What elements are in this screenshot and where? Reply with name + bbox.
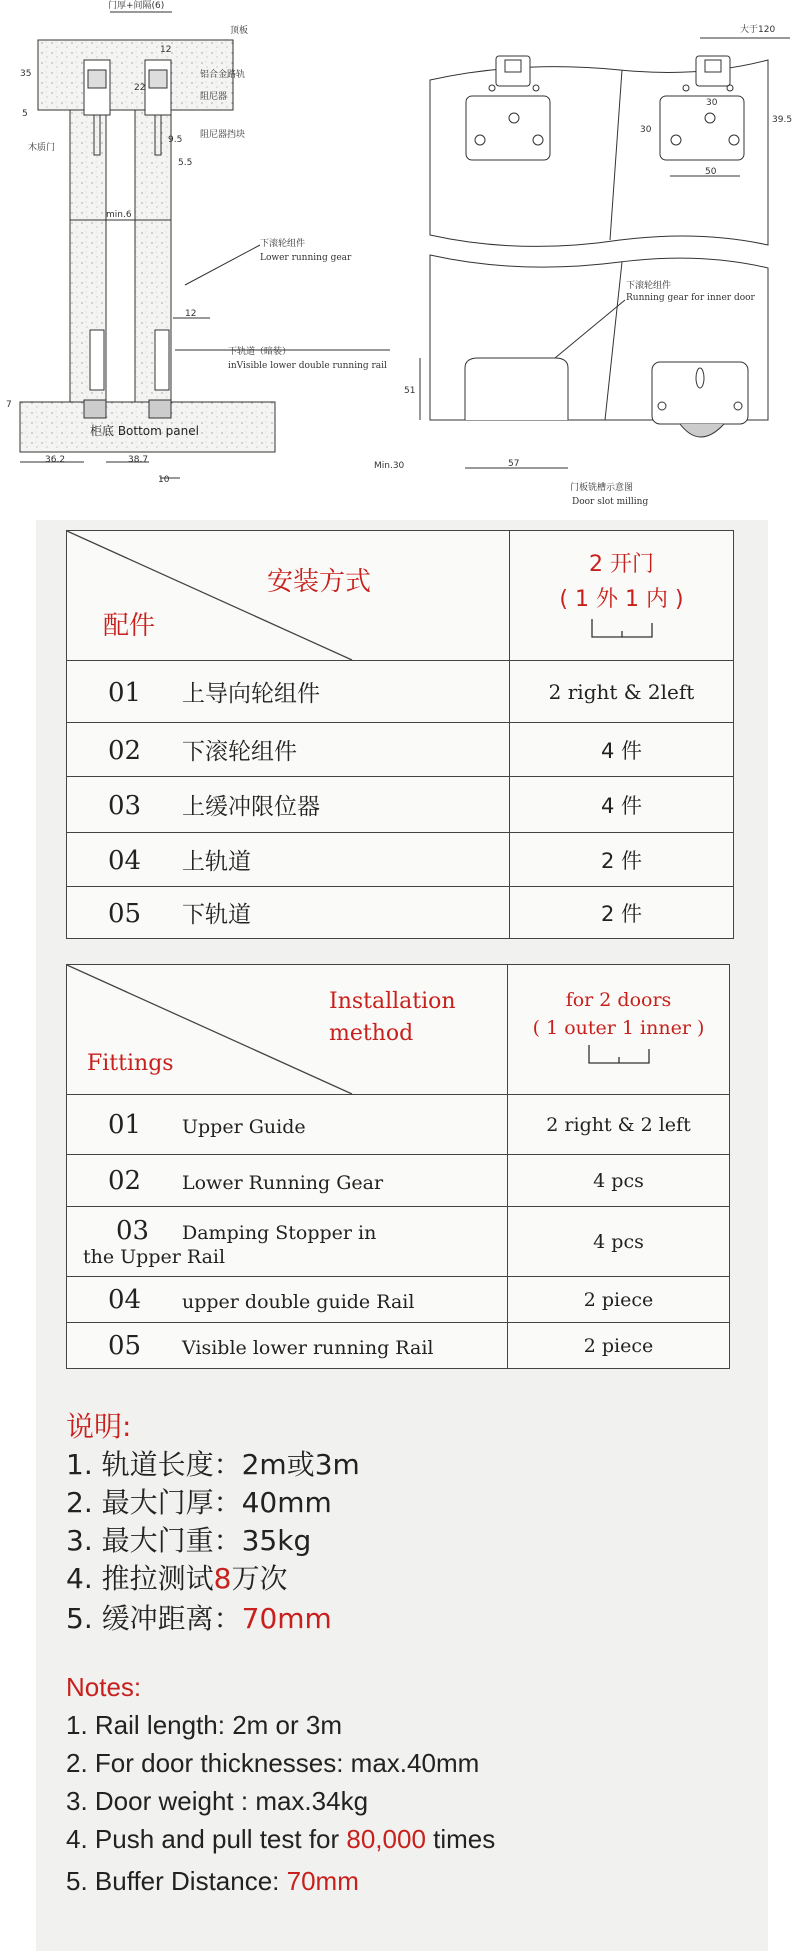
label-dim-39-5: 39.5 bbox=[772, 115, 793, 125]
label-alu-rail: 铝合金路轨 bbox=[200, 70, 246, 80]
label-dim-12: 12 bbox=[185, 309, 197, 319]
notes-en-line-4-text: 4. Push and pull test for bbox=[66, 1824, 347, 1854]
row-item: 上导向轮组件 bbox=[182, 681, 320, 707]
table-row bbox=[67, 723, 734, 777]
label-bottom-panel: 柜底 Bottom panel bbox=[90, 424, 199, 438]
row-number: 04 bbox=[107, 1284, 142, 1315]
row-value: 4 pcs bbox=[508, 1207, 730, 1277]
row-item: 上缓冲限位器 bbox=[182, 794, 320, 820]
notes-zh-line-2: 2. 最大门厚：40mm bbox=[66, 1486, 332, 1519]
notes-zh bbox=[66, 1408, 360, 1638]
table-zh-column-header bbox=[510, 531, 734, 661]
notes-en-line-4-value: 80,000 bbox=[346, 1824, 426, 1854]
label-inner-gear-zh: 下滚轮组件 bbox=[626, 281, 672, 291]
table-zh-col-line2: ( 1 外 1 内 ) bbox=[559, 586, 684, 612]
label-dim-7: 7 bbox=[6, 400, 12, 410]
table-row bbox=[67, 1095, 730, 1155]
row-value: 2 right & 2left bbox=[510, 661, 734, 723]
label-inner-gear-en: Running gear for inner door bbox=[626, 293, 755, 303]
row-value: 2 right & 2 left bbox=[508, 1095, 730, 1155]
table-zh-method-header: 安装方式 bbox=[267, 567, 372, 597]
row-item: Lower Running Gear bbox=[182, 1171, 384, 1194]
label-lower-rail-en: inVisible lower double running rail bbox=[228, 361, 387, 371]
label-wood-door: 木质门 bbox=[28, 143, 56, 153]
label-dim-35: 35 bbox=[20, 69, 32, 79]
row-value: 4 件 bbox=[510, 723, 734, 777]
notes-zh-line-1: 1. 轨道长度：2m或3m bbox=[66, 1448, 360, 1481]
label-door-thickness: 门厚+间隔(6) bbox=[108, 1, 165, 11]
row-number: 05 bbox=[107, 899, 142, 929]
row-number: 02 bbox=[107, 1165, 142, 1196]
row-item: 下轨道 bbox=[182, 902, 251, 928]
notes-zh-line-4-value: 8 bbox=[213, 1562, 232, 1595]
notes-en-line-5-text: 5. Buffer Distance: bbox=[66, 1866, 287, 1896]
row-item-continued: the Upper Rail bbox=[83, 1245, 226, 1268]
row-item: Visible lower running Rail bbox=[182, 1336, 434, 1359]
label-dim-9-5: 9.5 bbox=[168, 135, 183, 145]
notes-en-line-4 bbox=[66, 1820, 495, 1858]
notes-en-title: Notes: bbox=[66, 1672, 142, 1702]
row-value: 4 pcs bbox=[508, 1155, 730, 1207]
label-dim-36: 36.2 bbox=[45, 455, 66, 465]
row-number: 01 bbox=[107, 678, 142, 708]
table-row bbox=[67, 833, 734, 887]
row-number: 02 bbox=[107, 736, 142, 766]
notes-en-line-1: 1. Rail length: 2m or 3m bbox=[66, 1710, 343, 1740]
row-item: Upper Guide bbox=[182, 1115, 306, 1138]
row-item: Damping Stopper in bbox=[182, 1221, 377, 1244]
table-row bbox=[67, 1323, 730, 1369]
label-dim-51: 51 bbox=[404, 386, 416, 396]
label-top-panel: 顶板 bbox=[230, 26, 249, 36]
two-door-symbol bbox=[579, 1039, 659, 1067]
label-dim-5-5: 5.5 bbox=[178, 158, 193, 168]
label-dim-5: 5 bbox=[22, 109, 28, 119]
notes-en-line-5 bbox=[66, 1862, 495, 1900]
label-dim-12b: 12 bbox=[160, 45, 172, 55]
label-damper: 阻尼器 bbox=[200, 92, 228, 102]
label-lower-rail-zh: 下轨道（暗装） bbox=[228, 347, 292, 357]
notes-en-line-2: 2. For door thicknesses: max.40mm bbox=[66, 1748, 480, 1778]
table-en-col-line2: ( 1 outer 1 inner ) bbox=[532, 1016, 705, 1039]
row-number: 04 bbox=[107, 846, 142, 876]
label-dim-10: 10 bbox=[158, 475, 170, 485]
table-zh-fittings-header: 配件 bbox=[103, 611, 156, 641]
label-dim-22: 22 bbox=[134, 83, 146, 93]
row-value: 4 件 bbox=[510, 777, 734, 833]
label-dim-57: 57 bbox=[508, 459, 520, 469]
table-en-header-corner bbox=[67, 965, 508, 1095]
notes-zh-title: 说明: bbox=[66, 1410, 132, 1443]
table-en-column-header bbox=[508, 965, 730, 1095]
label-dim-30v: 30 bbox=[640, 125, 652, 135]
row-item: 下滚轮组件 bbox=[182, 739, 297, 765]
notes-en-line-4-suffix: times bbox=[425, 1824, 496, 1854]
table-row bbox=[67, 1207, 730, 1277]
table-zh-col-line1: 2 开门 bbox=[589, 551, 654, 577]
notes-zh-line-5 bbox=[66, 1600, 360, 1638]
row-value: 2 piece bbox=[508, 1323, 730, 1369]
label-damper-stop: 阻尼器挡块 bbox=[200, 130, 246, 140]
two-door-symbol bbox=[582, 613, 662, 641]
label-slot-zh: 门板铣槽示意图 bbox=[570, 483, 634, 493]
notes-zh-line-4 bbox=[66, 1560, 360, 1598]
notes-zh-line-5-text: 5. 缓冲距离： bbox=[66, 1602, 242, 1635]
fittings-table-zh bbox=[66, 530, 734, 939]
label-dim-38: 38.7 bbox=[128, 455, 149, 465]
table-en-fittings-header: Fittings bbox=[87, 1051, 174, 1076]
table-en-col-line1: for 2 doors bbox=[565, 988, 672, 1011]
notes-en-line-3: 3. Door weight : max.34kg bbox=[66, 1786, 369, 1816]
label-lower-gear-zh: 下滚轮组件 bbox=[260, 239, 306, 249]
table-en-method-header-1: Installation bbox=[329, 989, 456, 1014]
row-item: 上轨道 bbox=[182, 849, 251, 875]
row-number: 03 bbox=[107, 791, 142, 821]
table-zh-header-corner bbox=[67, 531, 510, 661]
label-gt120: 大于120 bbox=[740, 25, 776, 35]
table-row bbox=[67, 1277, 730, 1323]
notes-zh-line-5-value: 70mm bbox=[241, 1602, 332, 1635]
table-row bbox=[67, 661, 734, 723]
row-value: 2 件 bbox=[510, 833, 734, 887]
notes-en-line-5-value: 70mm bbox=[286, 1866, 359, 1896]
notes-en bbox=[66, 1668, 495, 1900]
notes-zh-line-4-text: 4. 推拉测试 bbox=[66, 1562, 214, 1595]
fittings-table-en bbox=[66, 964, 730, 1369]
label-dim-50: 50 bbox=[705, 167, 717, 177]
row-item: upper double guide Rail bbox=[182, 1290, 415, 1313]
row-value: 2 件 bbox=[510, 887, 734, 939]
label-min30: Min.30 bbox=[374, 461, 405, 471]
row-number: 05 bbox=[107, 1330, 142, 1361]
row-number: 03 bbox=[115, 1215, 150, 1246]
label-min6: min.6 bbox=[106, 210, 132, 220]
label-slot-en: Door slot milling bbox=[572, 497, 649, 507]
label-lower-gear-en: Lower running gear bbox=[260, 253, 352, 263]
technical-drawing bbox=[0, 0, 800, 520]
notes-zh-line-3: 3. 最大门重：35kg bbox=[66, 1524, 312, 1557]
row-number: 01 bbox=[107, 1109, 142, 1140]
notes-zh-line-4-suffix: 万次 bbox=[231, 1562, 288, 1595]
table-row bbox=[67, 777, 734, 833]
label-dim-30: 30 bbox=[706, 98, 718, 108]
row-value: 2 piece bbox=[508, 1277, 730, 1323]
table-en-method-header-2: method bbox=[329, 1021, 414, 1046]
table-row bbox=[67, 887, 734, 939]
table-row bbox=[67, 1155, 730, 1207]
